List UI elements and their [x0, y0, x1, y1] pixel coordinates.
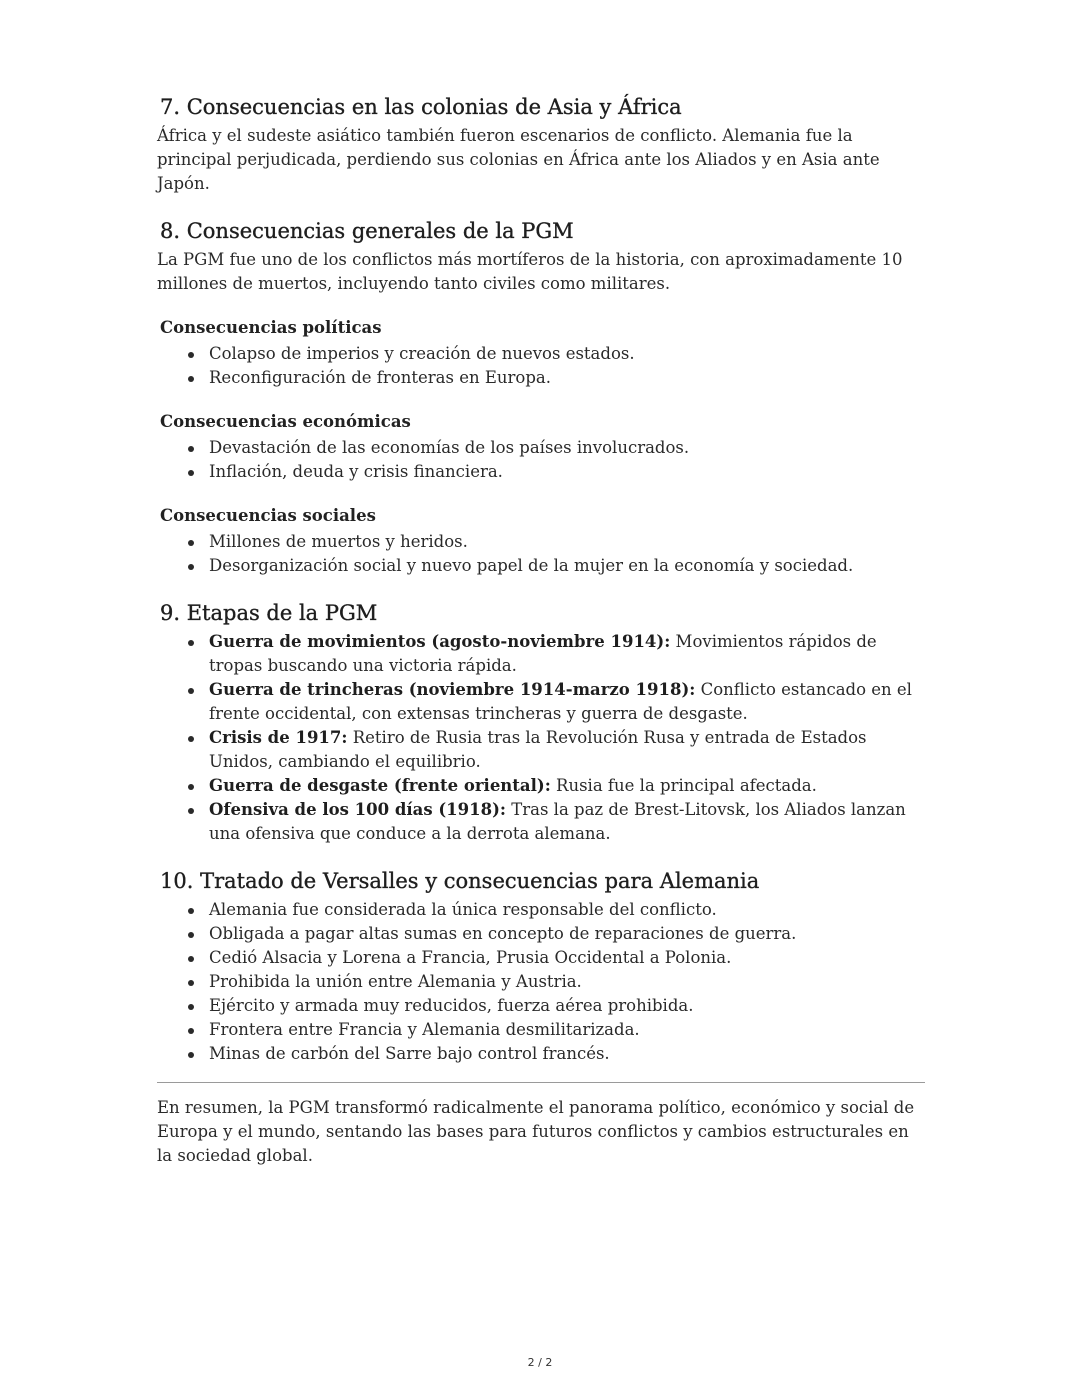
subsection-politicas [157, 316, 925, 390]
section-paragraph: La PGM fue uno de los conflictos más mortíferos de la historia, con aproximadamente 10 millones de muertos, incluyendo tanto civiles como militares. [157, 250, 903, 293]
list-item-text: Millones de muertos y heridos. [209, 532, 468, 551]
bullet-icon [188, 1004, 194, 1010]
section-title: 10. Tratado de Versalles y consecuencias para Alemania [160, 869, 760, 893]
list-item-term: Guerra de desgaste (frente oriental): [209, 776, 551, 795]
horizontal-divider [157, 1082, 925, 1083]
bullet-list [157, 630, 925, 846]
list-item [209, 342, 925, 366]
list-item-text: Colapso de imperios y creación de nuevos estados. [209, 344, 635, 363]
bullet-icon [188, 808, 194, 814]
bullet-icon [188, 956, 194, 962]
list-item-text: Minas de carbón del Sarre bajo control francés. [209, 1044, 610, 1063]
subsection-economicas [157, 410, 925, 484]
list-item [209, 922, 925, 946]
list-item-term: Guerra de trincheras (noviembre 1914-marzo 1918): [209, 680, 696, 699]
list-item-text: Retiro de Rusia tras la Revolución Rusa y entrada de Estados Unidos, cambiando el equilibrio. [209, 728, 867, 771]
list-item [209, 678, 925, 726]
list-item [209, 946, 925, 970]
list-item [209, 726, 925, 774]
summary-paragraph: En resumen, la PGM transformó radicalmente el panorama político, económico y social de Europa y el mundo, sentando las bases para futuros conflictos y cambios estructurales en la sociedad global. [157, 1098, 915, 1165]
bullet-icon [188, 564, 194, 570]
section-consecuencias-generales [157, 216, 925, 578]
list-item [209, 460, 925, 484]
subsection-sociales [157, 504, 925, 578]
list-item-text: Reconfiguración de fronteras en Europa. [209, 368, 551, 387]
list-item-text: Desorganización social y nuevo papel de la mujer en la economía y sociedad. [209, 556, 854, 575]
list-item [209, 530, 925, 554]
bullet-icon [188, 736, 194, 742]
list-item-text: Movimientos rápidos de tropas buscando una victoria rápida. [209, 632, 877, 675]
page-number: 2 / 2 [527, 1356, 553, 1369]
list-item-text: Frontera entre Francia y Alemania desmilitarizada. [209, 1020, 640, 1039]
bullet-icon [188, 470, 194, 476]
list-item-term: Ofensiva de los 100 días (1918): [209, 800, 506, 819]
section-colonias [157, 92, 925, 196]
section-etapas [157, 598, 925, 846]
list-item-text: Devastación de las economías de los países involucrados. [209, 438, 690, 457]
list-item [209, 1042, 925, 1066]
list-item [209, 630, 925, 678]
list-item [209, 554, 925, 578]
bullet-icon [188, 932, 194, 938]
bullet-icon [188, 784, 194, 790]
bullet-icon [188, 908, 194, 914]
document-page [157, 92, 925, 1168]
list-item-text: Tras la paz de Brest-Litovsk, los Aliados lanzan una ofensiva que conduce a la derrota alemana. [209, 800, 906, 843]
list-item-text: Cedió Alsacia y Lorena a Francia, Prusia Occidental a Polonia. [209, 948, 732, 967]
section-versalles [157, 866, 925, 1066]
list-item-term: Crisis de 1917: [209, 728, 348, 747]
subsection-heading: Consecuencias políticas [160, 318, 382, 337]
bullet-icon [188, 688, 194, 694]
bullet-icon [188, 640, 194, 646]
list-item [209, 366, 925, 390]
list-item [209, 774, 925, 798]
bullet-list [157, 530, 925, 578]
subsection-heading: Consecuencias económicas [160, 412, 411, 431]
section-title: 8. Consecuencias generales de la PGM [160, 219, 574, 243]
subsection-heading: Consecuencias sociales [160, 506, 376, 525]
list-item [209, 994, 925, 1018]
bullet-icon [188, 352, 194, 358]
bullet-list [157, 898, 925, 1066]
list-item [209, 436, 925, 460]
section-title: 9. Etapas de la PGM [160, 601, 378, 625]
list-item-text: Inflación, deuda y crisis financiera. [209, 462, 503, 481]
list-item-text: Prohibida la unión entre Alemania y Austria. [209, 972, 582, 991]
list-item-term: Guerra de movimientos (agosto-noviembre 1914): [209, 632, 671, 651]
list-item-text: Obligada a pagar altas sumas en concepto de reparaciones de guerra. [209, 924, 797, 943]
list-item-text: Rusia fue la principal afectada. [550, 776, 817, 795]
bullet-icon [188, 446, 194, 452]
list-item-text: Ejército y armada muy reducidos, fuerza aérea prohibida. [209, 996, 694, 1015]
bullet-icon [188, 980, 194, 986]
bullet-icon [188, 376, 194, 382]
bullet-list [157, 436, 925, 484]
list-item-text: Conflicto estancado en el frente occidental, con extensas trincheras y guerra de desgaste. [209, 680, 912, 723]
bullet-icon [188, 1028, 194, 1034]
list-item [209, 970, 925, 994]
section-title: 7. Consecuencias en las colonias de Asia y África [160, 95, 682, 119]
section-paragraph: África y el sudeste asiático también fueron escenarios de conflicto. Alemania fue la principal perjudicada, perdiendo sus colonias en África ante los Aliados y en Asia ante Japón. [157, 126, 880, 193]
list-item [209, 798, 925, 846]
bullet-icon [188, 540, 194, 546]
list-item-text: Alemania fue considerada la única responsable del conflicto. [209, 900, 717, 919]
bullet-icon [188, 1052, 194, 1058]
list-item [209, 898, 925, 922]
bullet-list [157, 342, 925, 390]
list-item [209, 1018, 925, 1042]
